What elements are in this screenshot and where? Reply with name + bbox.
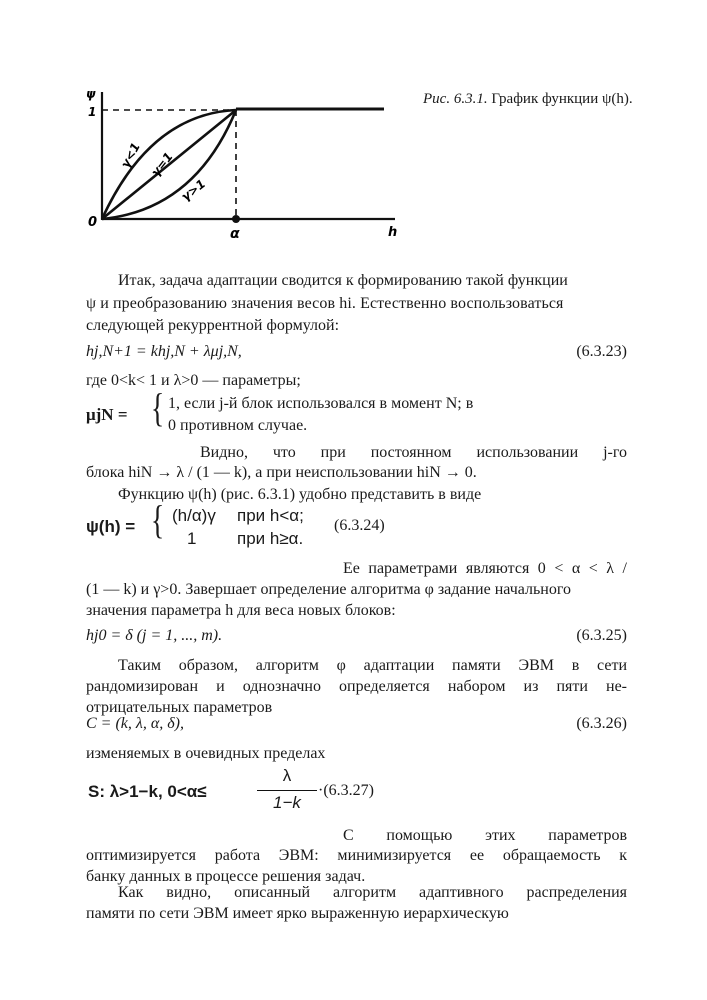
mu-case1: 1, если j-й блок использовался в момент N; в (168, 395, 474, 412)
eq24-case1-cond: при h<α; (237, 506, 304, 525)
where-params: где 0<k< 1 и λ>0 — параметры; (86, 372, 301, 389)
psi-graph (80, 80, 400, 250)
para4-line2: (1 — k) и γ>0. Завершает определение алгоритма φ задание начального (86, 581, 572, 598)
para4-line1: Ее параметрами являются 0 < α < λ / (343, 560, 627, 577)
para5-line1: Таким образом, алгоритм φ адаптации памяти ЭВМ в сети (118, 657, 627, 674)
y-axis-label: ψ (86, 87, 96, 101)
para1-line1: Итак, задача адаптации сводится к формированию такой функции (118, 272, 568, 289)
eq26-formula: C = (k, λ, α, δ), (86, 715, 184, 732)
eq24-case2-value: 1 (187, 529, 197, 548)
para2-line1: Видно, что при постоянном использовании j-го (200, 444, 627, 461)
label-gamma-greater-1: γ>1 (178, 176, 209, 205)
caption-text: График функции ψ(h). (487, 91, 633, 107)
eq24-lhs: ψ(h) = (86, 517, 136, 536)
para8-line2: памяти по сети ЭВМ имеет ярко выраженную иерархическую (86, 905, 509, 922)
para5-line2: рандомизирован и однозначно определяется набором из пяти не- (86, 678, 627, 695)
eq26-number: (6.3.26) (576, 715, 627, 732)
eq27-numerator: λ (282, 766, 292, 785)
eq27-lhs: S: λ>1−k, 0<α≤ (88, 782, 207, 801)
label-gamma-eq-1: γ=1 (148, 149, 176, 180)
mu-lhs: μjN = (86, 405, 128, 424)
mu-brace: { (150, 385, 165, 430)
para1-line2: ψ и преобразованию значения весов hi. Естественно воспользоваться (86, 295, 564, 312)
para3: Функцию ψ(h) (рис. 6.3.1) удобно представить в виде (118, 486, 482, 503)
eq25-number: (6.3.25) (576, 627, 627, 644)
eq24-number: (6.3.24) (334, 517, 385, 534)
eq23-formula: hj,N+1 = khj,N + λμj,N, (86, 343, 242, 360)
para6: изменяемых в очевидных пределах (86, 745, 326, 762)
eq27-number: ·(6.3.27) (318, 782, 374, 799)
eq25-formula: hj0 = δ (j = 1, ..., m). (86, 627, 223, 644)
x-axis-label: h (388, 225, 398, 240)
caption-prefix: Рис. 6.3.1. (423, 91, 488, 107)
para4-line3: значения параметра h для веса новых блоков: (86, 602, 396, 619)
figure-psi-graph (80, 80, 400, 250)
x-tick-alpha: α (230, 226, 240, 242)
para7-line3: банку данных в процессе решения задач. (86, 868, 366, 885)
eq23-number: (6.3.23) (576, 343, 627, 360)
para7-line1: С помощью этих параметров (343, 827, 627, 844)
para5-line3: отрицательных параметров (86, 699, 273, 716)
eq27-fraction-bar (257, 790, 317, 791)
mu-case2: 0 противном случае. (168, 417, 308, 434)
para2-line2: блока hiN → λ / (1 — k), а при неиспользовании hiN → 0. (86, 464, 477, 481)
eq24-brace: { (150, 497, 165, 542)
eq24-case1-value: (h/α)γ (172, 506, 216, 525)
para1-line3: следующей рекуррентной формулой: (86, 317, 340, 334)
para8-line1: Как видно, описанный алгоритм адаптивного распределения (118, 884, 627, 901)
origin-label: 0 (88, 215, 98, 230)
eq24-case2-cond: при h≥α. (237, 529, 304, 548)
eq27-denominator: 1−k (273, 793, 301, 812)
y-tick-1: 1 (88, 105, 97, 119)
label-gamma-less-1: γ<1 (118, 140, 143, 171)
alpha-point (232, 215, 240, 223)
figure-caption (423, 88, 638, 110)
para7-line2: оптимизируется работа ЭВМ: минимизируется ее обращаемость к (86, 847, 627, 864)
